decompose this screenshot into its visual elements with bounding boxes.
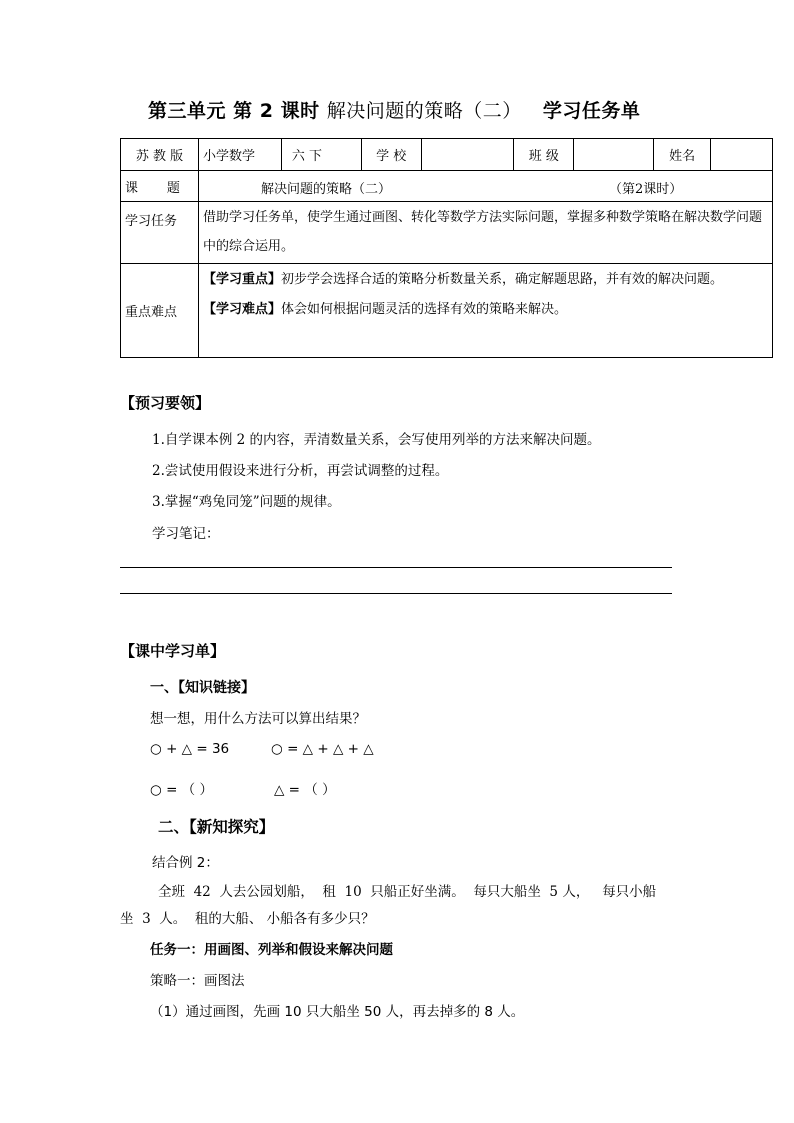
preview-item-1: 1.自学课本例 2 的内容，弄清数量关系，会写使用列举的方法来解决问题。 — [152, 432, 601, 448]
task-label: 学习任务 — [121, 202, 199, 264]
step1-text: （1）通过画图，先画 10 只大船坐 50 人，再去掉多的 8 人。 — [150, 1004, 525, 1020]
subject-cell: 小学数学 — [198, 139, 281, 171]
name-value — [711, 139, 773, 171]
grade-cell: 六 下 — [281, 139, 361, 171]
task-value: 借助学习任务单，使学生通过画图、转化等数学方法实际问题，掌握多种数学策略在解决数学问题中的综合运用。 — [198, 202, 772, 264]
section2-title: 二、【新知探究】 — [158, 817, 275, 836]
title-topic: 解决问题的策略（二） — [326, 100, 522, 122]
equation-1: ○ + △ = 36 — [150, 741, 230, 757]
name-label: 姓名 — [654, 139, 711, 171]
preview-heading: 【预习要领】 — [120, 394, 211, 412]
preview-item-3: 3.掌握“鸡兔同笼”问题的规律。 — [152, 494, 341, 510]
example-label: 结合例 2： — [152, 855, 219, 871]
notes-line-1 — [120, 567, 672, 568]
topic-cell — [198, 171, 772, 202]
topic-label: 课 题 — [121, 171, 199, 202]
notes-line-2 — [120, 593, 672, 594]
task1-title: 任务一：用画图、列举和假设来解决问题 — [150, 942, 393, 958]
title-unit: 第三单元 第 2 课时 — [148, 100, 320, 122]
key-point-tag: 【学习重点】 — [202, 272, 281, 287]
problem-line-1: 全班 42 人去公园划船， 租 10 只船正好坐满。 每只大船坐 5 人， 每只小船 — [158, 884, 657, 900]
class-sheet-heading: 【课中学习单】 — [120, 642, 226, 660]
page-title — [148, 96, 640, 123]
key-point-text: 初步学会选择合适的策略分析数量关系，确定解题思路，并有效的解决问题。 — [280, 272, 723, 287]
school-value — [421, 139, 514, 171]
section1-title: 一、【知识链接】 — [150, 680, 255, 696]
equation-3: ○ = （ ） — [150, 782, 213, 798]
difficulty-text: 体会如何根据问题灵活的选择有效的策略来解决。 — [280, 302, 567, 317]
strategy1-label: 策略一：画图法 — [150, 973, 245, 989]
key-content — [198, 264, 772, 358]
preview-item-2: 2.尝试使用假设来进行分析，再尝试调整的过程。 — [152, 463, 449, 479]
equation-2: ○ = △ + △ + △ — [271, 741, 374, 757]
class-label: 班 级 — [514, 139, 574, 171]
key-point — [203, 265, 768, 295]
key-label: 重点难点 — [121, 264, 199, 358]
school-label: 学 校 — [361, 139, 421, 171]
lesson-info-table — [120, 138, 773, 358]
lesson-number: （第2课时） — [608, 182, 683, 197]
class-value — [574, 139, 654, 171]
publisher-cell: 苏 教 版 — [121, 139, 199, 171]
notes-label: 学习笔记： — [152, 526, 220, 542]
question-text: 想一想，用什么方法可以算出结果？ — [150, 711, 366, 727]
problem-line-2: 坐 3 人。 租的大船、 小船各有多少只？ — [120, 911, 375, 927]
equation-4: △ = （ ） — [274, 782, 336, 798]
topic-value: 解决问题的策略（二） — [260, 182, 391, 197]
difficulty-tag: 【学习难点】 — [202, 302, 281, 317]
title-sheet: 学习任务单 — [542, 100, 641, 122]
difficulty-point — [203, 295, 768, 325]
